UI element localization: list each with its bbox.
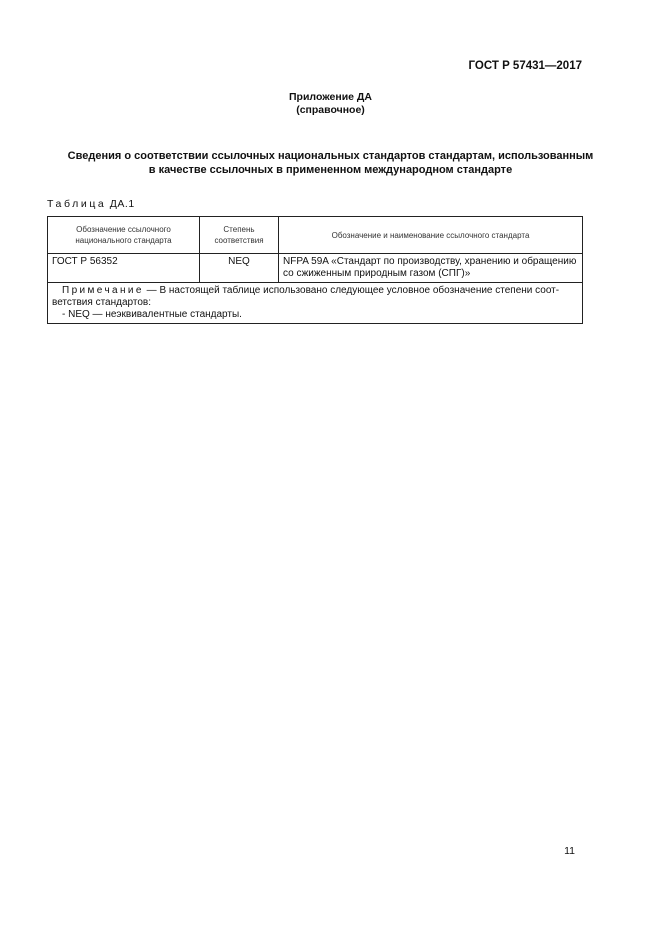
cell-reference-line-1: NFPA 59A «Стандарт по производству, хранению и обращению	[283, 256, 577, 267]
cell-degree: NEQ	[200, 254, 279, 283]
header-designation	[48, 217, 200, 254]
note-text-1: — В настоящей таблице использовано следующее условное обозначение степени соот-	[143, 285, 560, 296]
header-designation-line-1: Обозначение ссылочного	[76, 225, 171, 234]
table-row	[48, 254, 583, 283]
table-caption	[47, 198, 135, 210]
page-number: 11	[564, 845, 575, 857]
reference-standards-table	[47, 216, 583, 324]
table-header-row	[48, 217, 583, 254]
header-degree-line-1: Степень	[223, 225, 255, 234]
table-note-row	[48, 283, 583, 324]
header-degree	[200, 217, 279, 254]
heading-line-1: Сведения о соответствии ссылочных национальных стандартов стандартам, использованным	[67, 150, 594, 162]
table-note	[48, 283, 583, 324]
note-line-1	[52, 285, 578, 297]
header-reference	[279, 217, 583, 254]
header-designation-line-2: национального стандарта	[75, 236, 172, 245]
note-label: Примечание	[62, 285, 144, 296]
cell-reference	[279, 254, 583, 283]
appendix-block	[0, 91, 661, 117]
heading-line-2: в качестве ссылочных в примененном международном стандарте	[148, 164, 513, 176]
note-line-2: ветствия стандартов:	[52, 297, 151, 308]
cell-reference-line-2: со сжиженным природным газом (СПГ)»	[283, 268, 471, 279]
appendix-subtitle: (справочное)	[296, 104, 365, 116]
header-reference-line-1: Обозначение и наименование ссылочного стандарта	[331, 230, 530, 240]
section-heading	[40, 149, 621, 177]
appendix-title: Приложение ДА	[289, 91, 372, 103]
note-item: - NEQ — неэквивалентные стандарты.	[62, 309, 242, 320]
cell-designation: ГОСТ Р 56352	[48, 254, 200, 283]
document-code: ГОСТ Р 57431—2017	[468, 60, 582, 72]
header-degree-line-2: соответствия	[214, 236, 264, 245]
table-caption-word: Таблица	[47, 198, 107, 210]
table-caption-number: ДА.1	[109, 198, 135, 210]
